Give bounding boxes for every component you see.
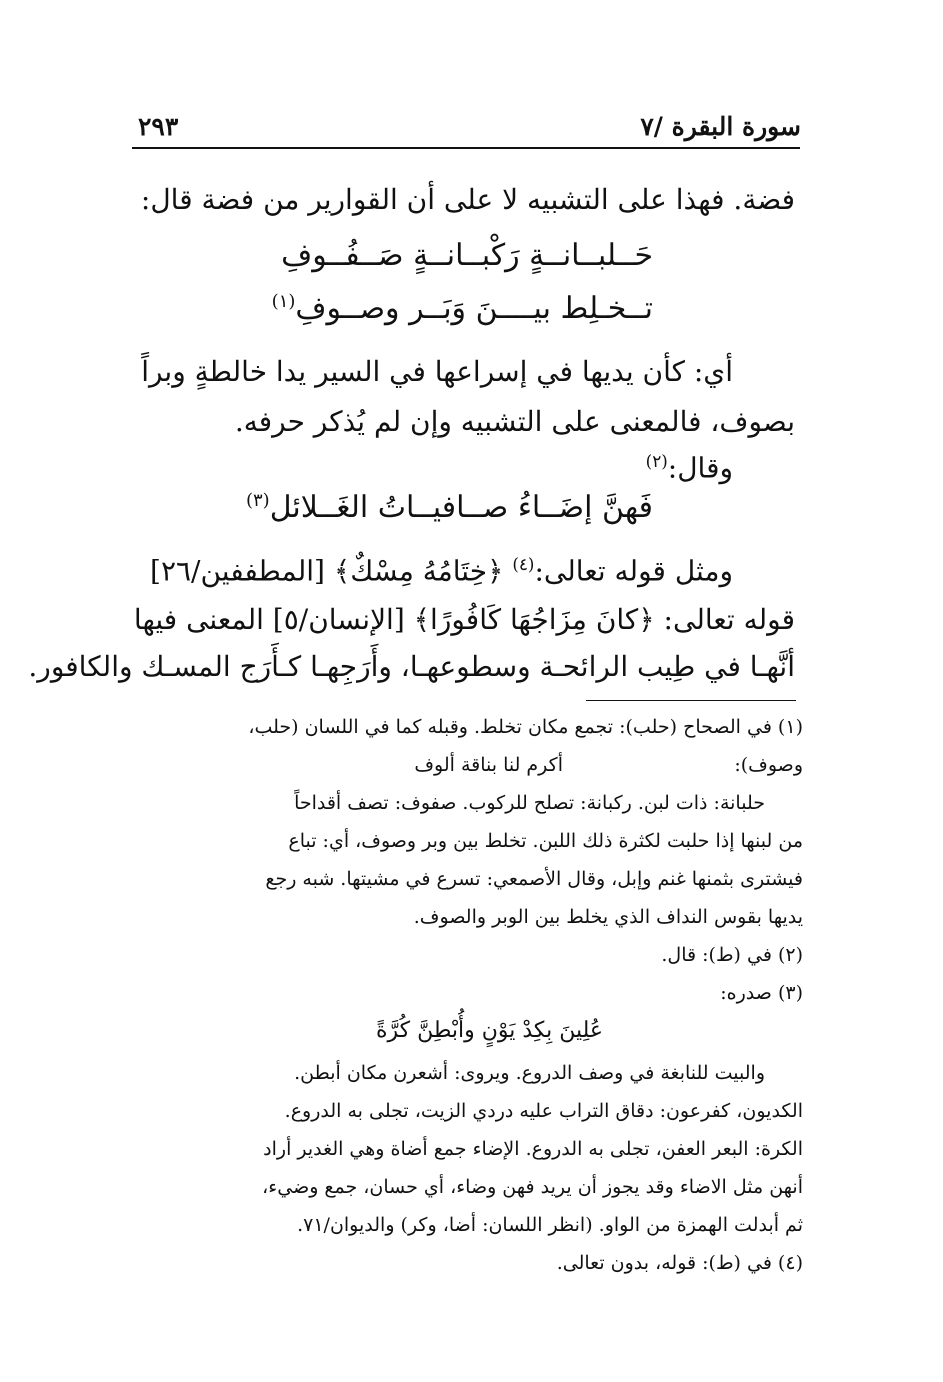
quran-ref-mutaffifin: ﴿خِتَامُهُ مِسْكٌ﴾ [المطففين/٢٦] — [150, 554, 504, 588]
footnote-rule — [586, 700, 796, 701]
header-rule — [132, 147, 800, 149]
body-line-1: فضة. فهذا على التشبيه لا على أن القوارير من فضة قال: — [140, 183, 795, 216]
verse-2 — [246, 490, 653, 525]
footnote-3-line-5: أنهن مثل الاضاء وقد يجوز أن يريد فهن وضاء، أي حسان، جمع وضيء، — [262, 1176, 803, 1198]
footnote-3-line-1: (٣) صدره: — [720, 982, 803, 1004]
page-number: ٢٩٣ — [138, 112, 179, 141]
footnote-ref-4: (٤) — [512, 554, 535, 574]
body-line-6: قوله تعالى: ﴿كانَ مِزَاجُهَا كَافُورًا﴾ [الإنسان/٥] المعنى فيها — [133, 603, 795, 636]
body-line-5-text: ومثل قوله تعالى: — [534, 554, 733, 588]
body-line-2: أي: كأن يديها في إسراعها في السير يدا خالطةٍ وبراً — [141, 355, 733, 388]
footnote-4: (٤) في (ط): قوله، بدون تعالى. — [556, 1252, 803, 1274]
footnote-1-line-1: (١) في الصحاح (حلب): تجمع مكان تخلط. وقبله كما في اللسان (حلب، — [248, 716, 803, 738]
verse-1-line-1: حَــلبــانــةٍ رَكْبــانــةٍ صَــفُــوفِ — [281, 238, 653, 273]
page-header — [132, 112, 801, 148]
verse-1-line-2-text: تــخـلِط بيــــنَ وَبَــر وصــوفِ — [295, 291, 653, 326]
footnote-3-line-3: الكديون، كفرعون: دقاق التراب عليه دردي الزيت، تجلى به الدروع. — [284, 1100, 803, 1122]
body-line-3: بصوف، فالمعنى على التشبيه وإن لم يُذكر حرفه. — [234, 405, 795, 438]
footnote-1-line-6: يديها بقوس النداف الذي يخلط بين الوبر والصوف. — [413, 906, 803, 928]
footnote-1-line-5: فيشترى بثمنها غنم وإبل، وقال الأصمعي: تسرع في مشيتها. شبه رجع — [265, 868, 803, 890]
footnote-3-line-4: الكرة: البعر العفن، تجلى به الدروع. الإضاء جمع أضاة وهي الغدير أراد — [263, 1138, 803, 1160]
footnote-ref-3: (٣) — [245, 490, 270, 511]
footnote-1-line-2b: أكرم لنا بناقة ألوف — [414, 754, 563, 776]
footnote-2: (٢) في (ط): قال. — [661, 944, 803, 966]
body-line-5 — [150, 554, 733, 587]
footnote-3-line-2: والبيت للنابغة في وصف الدروع. ويروى: أشعرن مكان أبطن. — [294, 1062, 765, 1084]
running-title: سورة البقرة /٧ — [640, 112, 801, 141]
footnote-3-line-6: ثم أبدلت الهمزة من الواو. (انظر اللسان: أضا، وكر) والديوان/٧١. — [297, 1214, 803, 1236]
body-line-4 — [646, 451, 733, 484]
footnote-ref-1: (١) — [271, 291, 296, 312]
body-line-4-text: وقال: — [667, 451, 733, 485]
body-line-7: أنَّهـا في طِيب الرائحـة وسطوعهـا، وأَرَجِهـا كـأَرَج المسـك والكافور. — [28, 650, 795, 683]
footnote-1-line-3: حلبانة: ذات لبن. ركبانة: تصلح للركوب. صفوف: تصف أقداحاً — [294, 792, 765, 814]
footnote-ref-2: (٢) — [645, 451, 668, 471]
footnote-3-verse: عُلِينَ بِكِدْ يَوْنٍ وأُبْطِنَّ كُرَّةً — [375, 1018, 603, 1043]
footnote-1-line-2a: وصوف): — [734, 754, 803, 776]
verse-1-line-2 — [272, 291, 653, 326]
verse-2-text: فَهنَّ إضَــاءُ صــافيــاتُ الغَــلائل — [269, 490, 653, 525]
footnote-1-line-4: من لبنها إذا حلبت لكثرة ذلك اللبن. تخلط بين وبر وصوف، أي: تباع — [288, 830, 803, 852]
